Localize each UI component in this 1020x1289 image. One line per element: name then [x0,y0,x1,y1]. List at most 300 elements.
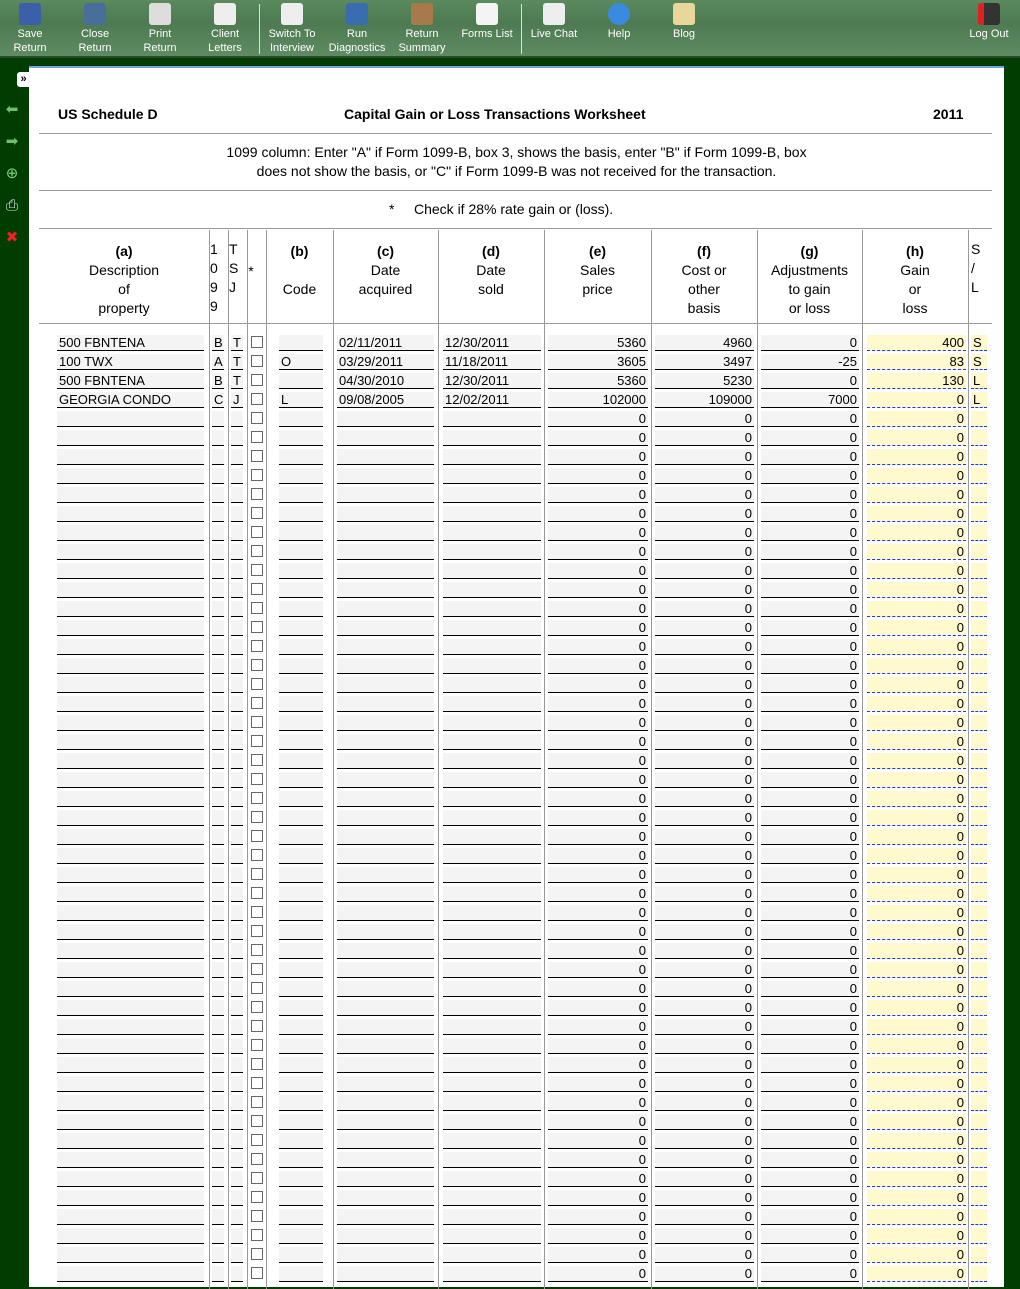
cell-tsj[interactable] [231,449,243,465]
cell-d[interactable] [443,696,541,712]
cell-tsj[interactable]: T [231,354,243,370]
cell-c[interactable] [337,848,434,864]
cell-tsj[interactable] [231,1266,243,1282]
cell-tsj[interactable] [231,1076,243,1092]
cell-f[interactable]: 0 [655,658,754,674]
cell-b[interactable] [279,696,323,712]
cell-f1099[interactable]: C [214,392,224,407]
cell-f[interactable]: 0 [655,924,754,940]
cell-e[interactable]: 0 [548,1076,648,1092]
cell-e[interactable]: 102000 [548,392,648,408]
cell-b[interactable] [279,1190,323,1206]
cell-b[interactable] [279,468,323,484]
cell-a[interactable] [57,753,204,769]
cell-f[interactable]: 0 [655,848,754,864]
rate-28-checkbox[interactable] [251,1039,263,1051]
cell-d[interactable]: 12/30/2011 [443,335,541,351]
cell-e[interactable]: 0 [548,582,648,598]
rate-28-checkbox[interactable] [251,355,263,367]
cell-f[interactable]: 0 [655,753,754,769]
log-out-button[interactable] [956,3,1020,41]
cell-e[interactable]: 0 [548,867,648,883]
cell-e[interactable]: 0 [548,430,648,446]
rate-28-checkbox[interactable] [251,868,263,880]
cell-f[interactable]: 0 [655,1076,754,1092]
cell-f1099[interactable] [212,544,224,560]
cell-a[interactable] [57,715,204,731]
cell-e[interactable]: 0 [548,734,648,750]
cell-c[interactable] [337,658,434,674]
cell-tsj[interactable] [231,1019,243,1035]
rate-28-checkbox[interactable] [251,1210,263,1222]
cell-b[interactable] [279,1266,323,1282]
cell-tsj[interactable] [231,1114,243,1130]
cell-g[interactable]: 0 [761,772,859,788]
cell-d[interactable] [443,1266,541,1282]
cell-c[interactable] [337,430,434,446]
cell-g[interactable]: 0 [761,753,859,769]
rate-28-checkbox[interactable] [251,792,263,804]
rate-28-checkbox[interactable] [251,830,263,842]
cell-c[interactable] [337,1114,434,1130]
cell-e[interactable]: 0 [548,658,648,674]
cell-tsj[interactable] [231,924,243,940]
cell-f[interactable]: 0 [655,468,754,484]
cell-c[interactable] [337,1152,434,1168]
cell-c[interactable] [337,981,434,997]
cell-e[interactable]: 0 [548,886,648,902]
cell-f[interactable]: 0 [655,1019,754,1035]
cell-f1099[interactable] [212,905,224,921]
cell-b[interactable] [279,544,323,560]
cell-d[interactable] [443,639,541,655]
cell-d[interactable] [443,1038,541,1054]
cell-tsj[interactable] [231,1228,243,1244]
cell-b[interactable] [279,943,323,959]
cell-f[interactable]: 0 [655,449,754,465]
cell-b[interactable] [279,924,323,940]
cell-b[interactable] [279,449,323,465]
cell-c[interactable] [337,1000,434,1016]
cell-e[interactable]: 0 [548,1152,648,1168]
cell-c[interactable] [337,1019,434,1035]
cell-d[interactable] [443,1000,541,1016]
cell-c[interactable] [337,1133,434,1149]
cell-f[interactable]: 0 [655,1095,754,1111]
cell-f[interactable]: 0 [655,943,754,959]
cell-tsj[interactable] [231,620,243,636]
rate-28-checkbox[interactable] [251,982,263,994]
cell-d[interactable] [443,430,541,446]
cell-b[interactable] [279,1171,323,1187]
cell-f1099[interactable] [212,848,224,864]
rate-28-checkbox[interactable] [251,545,263,557]
cell-a[interactable] [57,905,204,921]
cell-b[interactable] [279,1095,323,1111]
cell-g[interactable]: 0 [761,487,859,503]
cell-tsj[interactable] [231,1057,243,1073]
cell-f[interactable]: 0 [655,525,754,541]
cell-a[interactable] [57,962,204,978]
cell-f1099[interactable]: B [214,373,223,388]
cell-c[interactable] [337,753,434,769]
cell-f[interactable]: 0 [655,829,754,845]
cell-f[interactable]: 0 [655,544,754,560]
cell-g[interactable]: 0 [761,867,859,883]
cell-a[interactable] [57,411,204,427]
rate-28-checkbox[interactable] [251,1115,263,1127]
cell-e[interactable]: 0 [548,1190,648,1206]
cell-g[interactable]: 0 [761,506,859,522]
cell-a[interactable] [57,1000,204,1016]
cell-g[interactable]: 0 [761,924,859,940]
toolbar-button-7[interactable] [454,3,520,41]
cell-c[interactable] [337,886,434,902]
rate-28-checkbox[interactable] [251,887,263,899]
cell-c[interactable] [337,639,434,655]
rate-28-checkbox[interactable] [251,336,263,348]
cell-d[interactable] [443,962,541,978]
cell-a[interactable] [57,1038,204,1054]
cell-e[interactable]: 0 [548,601,648,617]
cell-c[interactable] [337,677,434,693]
cell-f1099[interactable] [212,981,224,997]
cell-c[interactable]: 04/30/2010 [337,373,434,389]
cell-d[interactable] [443,791,541,807]
cell-tsj[interactable] [231,639,243,655]
cell-f[interactable]: 0 [655,981,754,997]
cell-g[interactable]: 0 [761,715,859,731]
cell-f1099[interactable] [212,696,224,712]
cell-f[interactable]: 4960 [655,335,754,351]
cell-d[interactable] [443,468,541,484]
cell-f1099[interactable] [212,1133,224,1149]
cell-d[interactable] [443,411,541,427]
cell-g[interactable]: 0 [761,658,859,674]
cell-a[interactable] [57,1266,204,1282]
cell-c[interactable] [337,601,434,617]
toolbar-button-5[interactable] [324,3,390,55]
cell-d[interactable] [443,867,541,883]
cell-c[interactable] [337,449,434,465]
cell-c[interactable]: 09/08/2005 [337,392,434,408]
cell-c[interactable] [337,411,434,427]
cell-f1099[interactable] [212,1076,224,1092]
cell-d[interactable] [443,848,541,864]
cell-f1099[interactable] [212,620,224,636]
cell-f[interactable]: 0 [655,1057,754,1073]
rate-28-checkbox[interactable] [251,1077,263,1089]
cell-f1099[interactable] [212,506,224,522]
cell-f1099[interactable] [212,867,224,883]
cell-f[interactable]: 0 [655,601,754,617]
cell-b[interactable] [279,1057,323,1073]
cell-a[interactable] [57,525,204,541]
cell-a[interactable]: GEORGIA CONDO [57,392,204,408]
cell-tsj[interactable]: T [231,335,243,351]
cell-g[interactable]: 0 [761,1133,859,1149]
cell-b[interactable] [279,772,323,788]
cell-c[interactable] [337,810,434,826]
cell-g[interactable]: 0 [761,468,859,484]
delete-icon[interactable]: ✖ [5,229,19,246]
cell-c[interactable]: 02/11/2011 [337,335,434,351]
rate-28-checkbox[interactable] [251,488,263,500]
cell-tsj[interactable] [231,430,243,446]
cell-b[interactable] [279,1076,323,1092]
cell-c[interactable] [337,829,434,845]
cell-tsj[interactable] [231,1133,243,1149]
cell-g[interactable]: 0 [761,1000,859,1016]
cell-c[interactable] [337,867,434,883]
rate-28-checkbox[interactable] [251,450,263,462]
cell-d[interactable]: 12/30/2011 [443,373,541,389]
cell-a[interactable] [57,696,204,712]
cell-tsj[interactable] [231,734,243,750]
cell-f[interactable]: 0 [655,905,754,921]
cell-f1099[interactable] [212,658,224,674]
cell-a[interactable] [57,582,204,598]
cell-b[interactable] [279,905,323,921]
cell-f[interactable]: 0 [655,620,754,636]
cell-a[interactable] [57,734,204,750]
cell-a[interactable] [57,1057,204,1073]
cell-e[interactable]: 0 [548,1171,648,1187]
cell-d[interactable] [443,905,541,921]
cell-d[interactable] [443,753,541,769]
rate-28-checkbox[interactable] [251,1191,263,1203]
cell-f1099[interactable] [212,639,224,655]
cell-g[interactable]: 0 [761,677,859,693]
cell-a[interactable]: 500 FBNTENA [57,335,204,351]
cell-e[interactable]: 0 [548,943,648,959]
cell-a[interactable] [57,943,204,959]
cell-b[interactable] [279,487,323,503]
cell-tsj[interactable]: T [231,373,243,389]
cell-f1099[interactable]: B [214,335,223,350]
cell-f[interactable]: 0 [655,1114,754,1130]
cell-c[interactable] [337,905,434,921]
cell-b[interactable]: L [279,392,323,408]
cell-c[interactable] [337,715,434,731]
cell-c[interactable] [337,563,434,579]
cell-e[interactable]: 0 [548,506,648,522]
cell-d[interactable]: 12/02/2011 [443,392,541,408]
cell-g[interactable]: -25 [761,354,859,370]
cell-b[interactable] [279,829,323,845]
printer-icon[interactable]: ⎙ [5,197,18,214]
cell-a[interactable]: 100 TWX [57,354,204,370]
cell-f1099[interactable] [212,1266,224,1282]
cell-e[interactable]: 0 [548,449,648,465]
cell-e[interactable]: 0 [548,411,648,427]
cell-d[interactable] [443,1076,541,1092]
cell-tsj[interactable] [231,563,243,579]
cell-c[interactable] [337,1190,434,1206]
cell-f1099[interactable] [212,886,224,902]
cell-g[interactable]: 0 [761,1038,859,1054]
cell-e[interactable]: 0 [548,981,648,997]
cell-f[interactable]: 0 [655,411,754,427]
cell-g[interactable]: 0 [761,1247,859,1263]
cell-g[interactable]: 0 [761,525,859,541]
cell-f1099[interactable] [212,715,224,731]
cell-f[interactable]: 0 [655,563,754,579]
rate-28-checkbox[interactable] [251,412,263,424]
cell-a[interactable] [57,1133,204,1149]
cell-tsj[interactable] [231,962,243,978]
cell-a[interactable] [57,506,204,522]
cell-a[interactable] [57,1209,204,1225]
cell-f1099[interactable] [212,677,224,693]
cell-d[interactable] [443,620,541,636]
cell-tsj[interactable] [231,943,243,959]
cell-f[interactable]: 0 [655,1266,754,1282]
cell-f[interactable]: 0 [655,1133,754,1149]
cell-g[interactable]: 0 [761,734,859,750]
cell-e[interactable]: 0 [548,829,648,845]
cell-g[interactable]: 0 [761,962,859,978]
back-arrow-icon[interactable]: ⬅ [5,101,19,118]
cell-c[interactable] [337,506,434,522]
rate-28-checkbox[interactable] [251,963,263,975]
cell-tsj[interactable] [231,753,243,769]
cell-b[interactable] [279,677,323,693]
cell-d[interactable] [443,734,541,750]
cell-c[interactable]: 03/29/2011 [337,354,434,370]
cell-tsj[interactable] [231,506,243,522]
cell-e[interactable]: 0 [548,753,648,769]
cell-f1099[interactable]: A [214,354,223,369]
cell-a[interactable] [57,487,204,503]
rate-28-checkbox[interactable] [251,773,263,785]
rate-28-checkbox[interactable] [251,678,263,690]
cell-g[interactable]: 0 [761,1019,859,1035]
rate-28-checkbox[interactable] [251,1096,263,1108]
cell-d[interactable] [443,506,541,522]
toolbar-button-2[interactable] [127,3,193,55]
cell-f[interactable]: 0 [655,1228,754,1244]
cell-f1099[interactable] [212,487,224,503]
cell-f1099[interactable] [212,449,224,465]
cell-tsj[interactable] [231,525,243,541]
cell-g[interactable]: 0 [761,639,859,655]
cell-tsj[interactable] [231,1190,243,1206]
cell-e[interactable]: 0 [548,1266,648,1282]
cell-f[interactable]: 0 [655,639,754,655]
toolbar-button-0[interactable] [0,3,63,55]
cell-a[interactable] [57,981,204,997]
cell-g[interactable]: 0 [761,905,859,921]
cell-a[interactable] [57,1171,204,1187]
cell-f[interactable]: 0 [655,886,754,902]
cell-e[interactable]: 0 [548,1133,648,1149]
cell-a[interactable] [57,639,204,655]
cell-f[interactable]: 0 [655,1190,754,1206]
cell-c[interactable] [337,1228,434,1244]
toolbar-button-6[interactable] [389,3,455,55]
cell-d[interactable] [443,487,541,503]
cell-f1099[interactable] [212,1247,224,1263]
cell-d[interactable] [443,582,541,598]
cell-b[interactable] [279,1019,323,1035]
cell-a[interactable] [57,1095,204,1111]
cell-f1099[interactable] [212,829,224,845]
cell-e[interactable]: 0 [548,1038,648,1054]
rate-28-checkbox[interactable] [251,906,263,918]
cell-d[interactable] [443,1209,541,1225]
cell-tsj[interactable] [231,791,243,807]
cell-d[interactable] [443,1190,541,1206]
cell-d[interactable] [443,1247,541,1263]
cell-b[interactable] [279,715,323,731]
rate-28-checkbox[interactable] [251,431,263,443]
cell-f1099[interactable] [212,411,224,427]
cell-d[interactable] [443,886,541,902]
cell-f1099[interactable] [212,1095,224,1111]
rate-28-checkbox[interactable] [251,1267,263,1279]
cell-tsj[interactable] [231,905,243,921]
cell-e[interactable]: 0 [548,1019,648,1035]
cell-d[interactable] [443,1152,541,1168]
cell-e[interactable]: 0 [548,772,648,788]
cell-a[interactable] [57,1019,204,1035]
cell-d[interactable] [443,601,541,617]
cell-e[interactable]: 5360 [548,335,648,351]
cell-g[interactable]: 0 [761,430,859,446]
cell-b[interactable] [279,1209,323,1225]
cell-f1099[interactable] [212,962,224,978]
cell-b[interactable] [279,601,323,617]
cell-f[interactable]: 0 [655,1000,754,1016]
rate-28-checkbox[interactable] [251,849,263,861]
cell-c[interactable] [337,487,434,503]
cell-d[interactable] [443,981,541,997]
cell-g[interactable]: 0 [761,981,859,997]
cell-b[interactable] [279,1228,323,1244]
rate-28-checkbox[interactable] [251,526,263,538]
cell-f[interactable]: 0 [655,1247,754,1263]
rate-28-checkbox[interactable] [251,811,263,823]
cell-e[interactable]: 0 [548,1228,648,1244]
cell-a[interactable] [57,1247,204,1263]
cell-e[interactable]: 0 [548,962,648,978]
cell-d[interactable] [443,1228,541,1244]
cell-e[interactable]: 0 [548,525,648,541]
cell-f1099[interactable] [212,601,224,617]
cell-e[interactable]: 0 [548,1209,648,1225]
cell-a[interactable] [57,658,204,674]
cell-f1099[interactable] [212,1152,224,1168]
cell-g[interactable]: 0 [761,696,859,712]
cell-b[interactable] [279,1038,323,1054]
cell-c[interactable] [337,696,434,712]
cell-d[interactable] [443,525,541,541]
cell-tsj[interactable] [231,810,243,826]
cell-f1099[interactable] [212,1057,224,1073]
cell-tsj[interactable] [231,468,243,484]
cell-e[interactable]: 3605 [548,354,648,370]
cell-a[interactable] [57,848,204,864]
cell-tsj[interactable] [231,677,243,693]
cell-b[interactable] [279,1000,323,1016]
cell-f[interactable]: 0 [655,1152,754,1168]
cell-c[interactable] [337,1247,434,1263]
cell-e[interactable]: 0 [548,1057,648,1073]
rate-28-checkbox[interactable] [251,754,263,766]
cell-tsj[interactable] [231,715,243,731]
cell-c[interactable] [337,924,434,940]
